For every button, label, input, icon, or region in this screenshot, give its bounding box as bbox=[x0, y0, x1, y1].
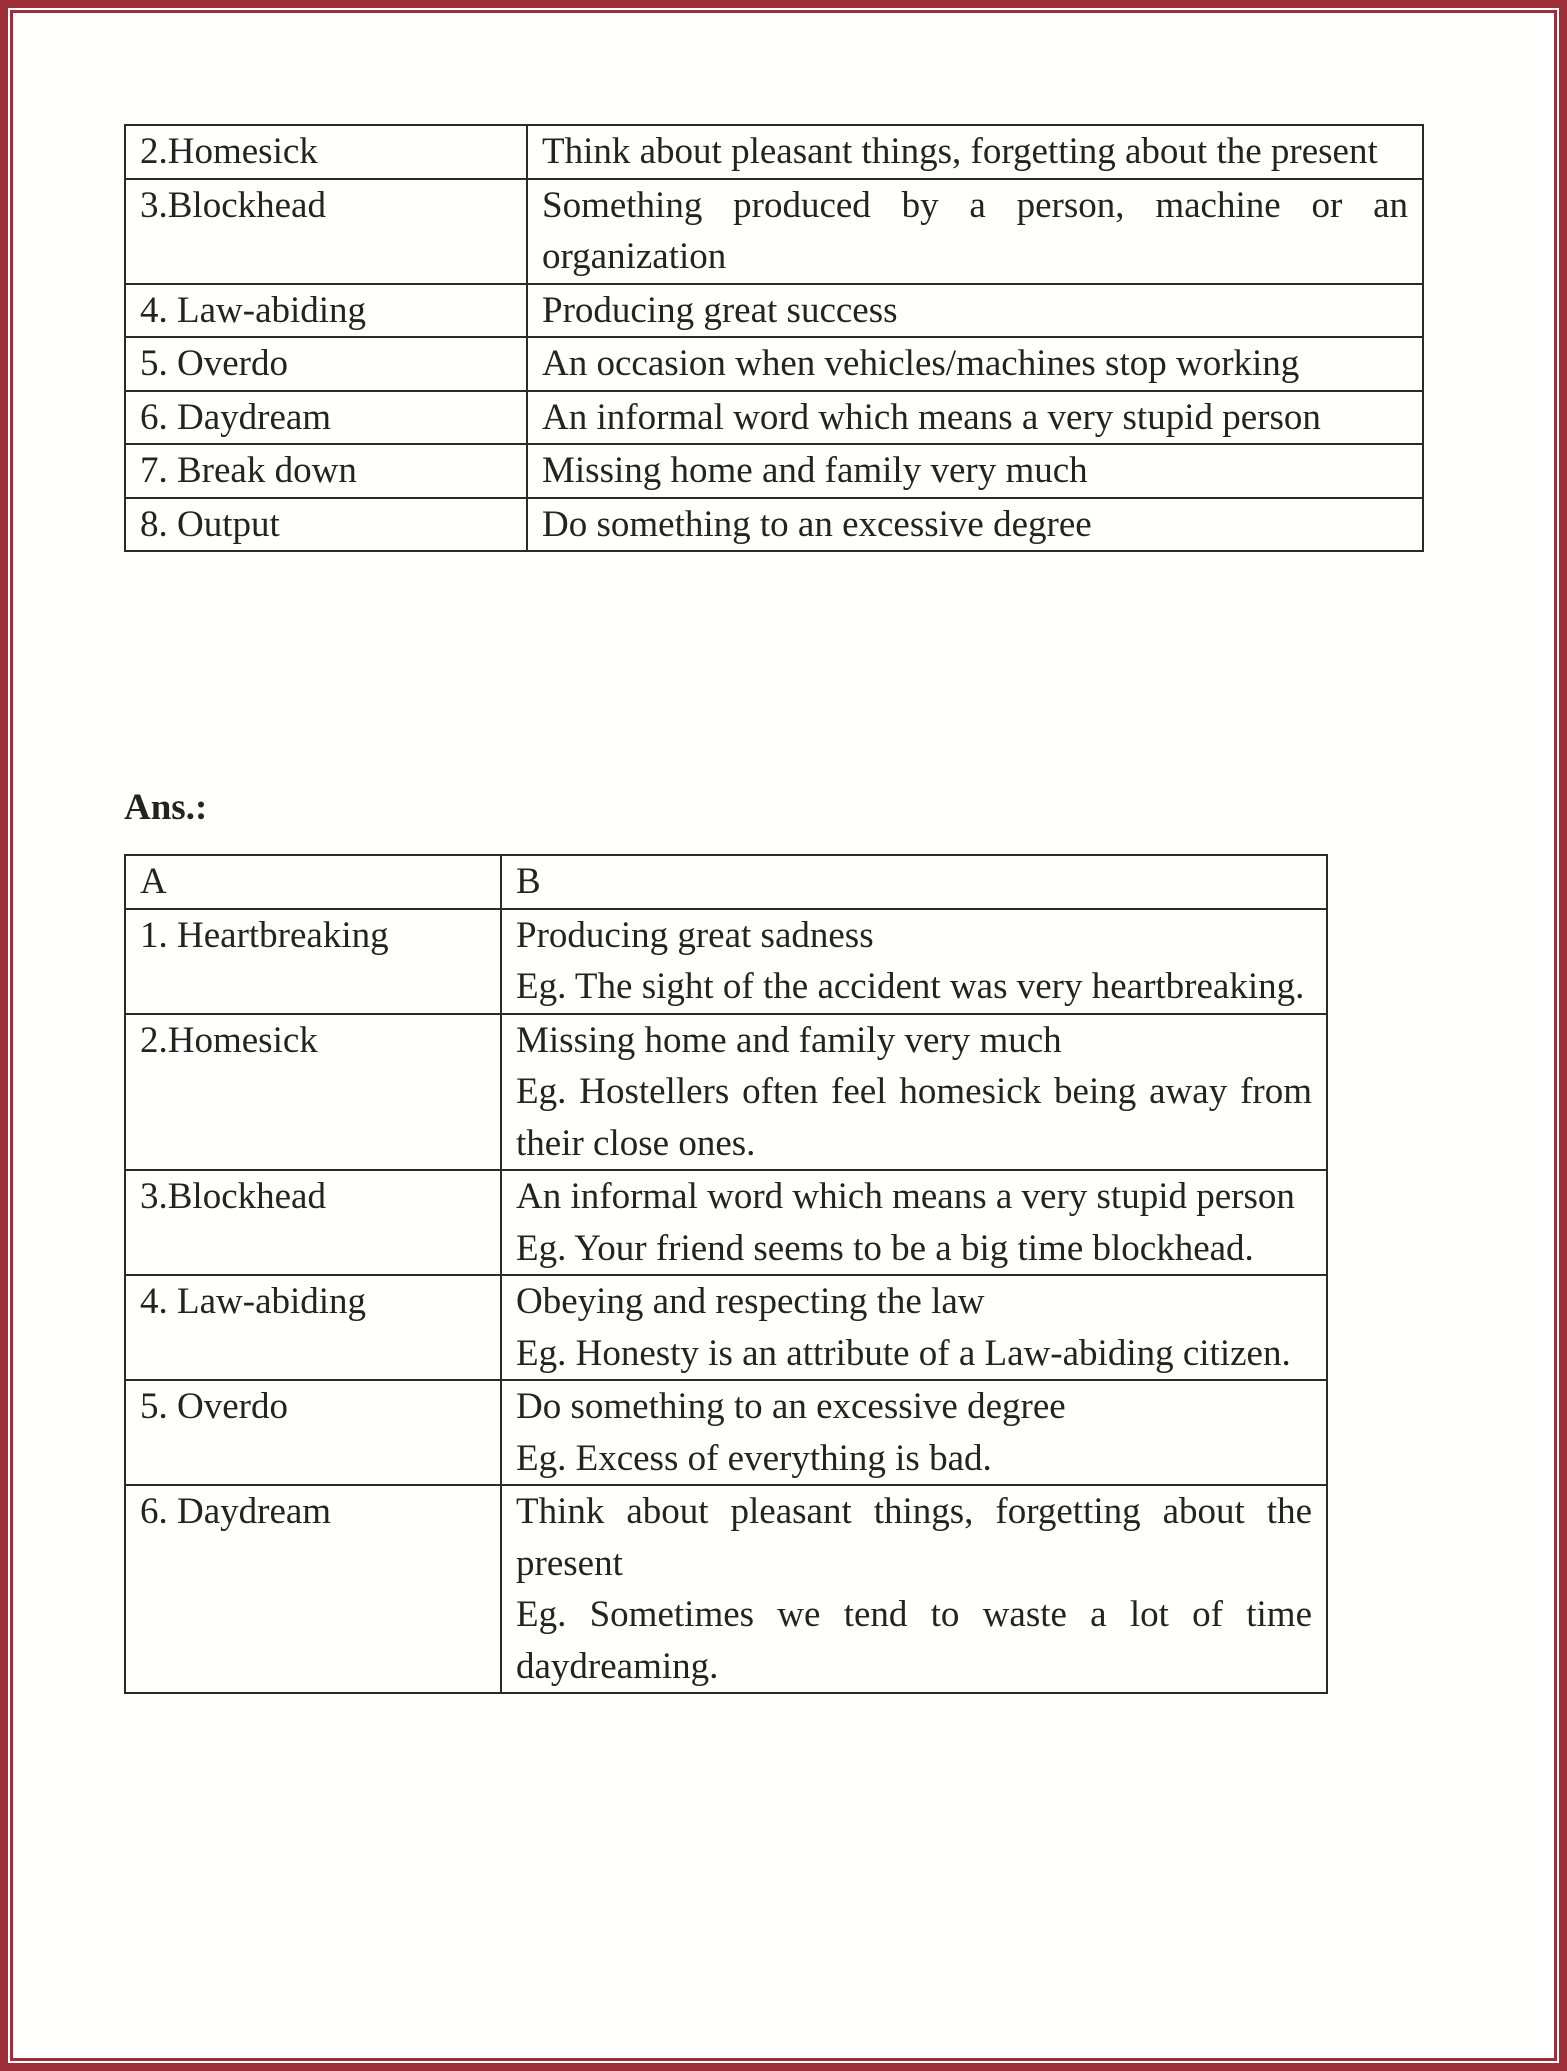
term-cell: 7. Break down bbox=[125, 444, 527, 498]
definition-cell bbox=[501, 1485, 1327, 1693]
example-text: Eg. The sight of the accident was very heartbreaking. bbox=[516, 966, 1305, 1007]
definition-cell: Producing great success bbox=[527, 284, 1423, 338]
table-header-row bbox=[125, 855, 1327, 909]
answer-label: Ans.: bbox=[124, 787, 208, 828]
table-row bbox=[125, 284, 1423, 338]
table-row bbox=[125, 1275, 1327, 1380]
table-row bbox=[125, 909, 1327, 1014]
meaning-text: Missing home and family very much bbox=[516, 1019, 1062, 1061]
meaning-text: An informal word which means a very stupid person bbox=[516, 1176, 1295, 1217]
term-cell: 4. Law-abiding bbox=[125, 284, 527, 338]
example-text: Eg. Sometimes we tend to waste a lot of time daydreaming. bbox=[516, 1594, 1312, 1687]
table-row bbox=[125, 498, 1423, 552]
meaning-text: Producing great sadness bbox=[516, 914, 874, 956]
table-row bbox=[125, 444, 1423, 498]
definition-cell: Something produced by a person, machine or an organization bbox=[527, 179, 1423, 284]
table-row bbox=[125, 391, 1423, 445]
definition-cell bbox=[501, 1170, 1327, 1275]
meaning-text: Think about pleasant things, forgetting about the present bbox=[516, 1491, 1312, 1584]
table-row bbox=[125, 337, 1423, 391]
meaning-text: Do something to an excessive degree bbox=[516, 1386, 1066, 1427]
definition-cell bbox=[501, 909, 1327, 1014]
meaning-text: Obeying and respecting the law bbox=[516, 1281, 985, 1322]
term-cell: 5. Overdo bbox=[125, 1380, 501, 1485]
definition-cell bbox=[501, 1380, 1327, 1485]
term-cell: 8. Output bbox=[125, 498, 527, 552]
term-cell: 1. Heartbreaking bbox=[125, 909, 501, 1014]
definition-cell bbox=[501, 1014, 1327, 1171]
question-table bbox=[124, 124, 1424, 552]
table-row bbox=[125, 1170, 1327, 1275]
table-row bbox=[125, 1014, 1327, 1171]
table-row bbox=[125, 1485, 1327, 1693]
example-text: Eg. Your friend seems to be a big time blockhead. bbox=[516, 1227, 1254, 1269]
term-cell: 6. Daydream bbox=[125, 391, 527, 445]
definition-cell: An occasion when vehicles/machines stop working bbox=[527, 337, 1423, 391]
table-row bbox=[125, 125, 1423, 179]
column-header-b: B bbox=[501, 855, 1327, 909]
example-text: Eg. Hostellers often feel homesick being away from their close ones. bbox=[516, 1071, 1312, 1164]
definition-cell: Do something to an excessive degree bbox=[527, 498, 1423, 552]
table-row bbox=[125, 1380, 1327, 1485]
table-row bbox=[125, 179, 1423, 284]
term-cell: 4. Law-abiding bbox=[125, 1275, 501, 1380]
answer-table bbox=[124, 854, 1328, 1694]
definition-cell: Think about pleasant things, forgetting about the present bbox=[527, 125, 1423, 179]
example-text: Eg. Honesty is an attribute of a Law-abiding citizen. bbox=[516, 1332, 1291, 1374]
definition-cell: Missing home and family very much bbox=[527, 444, 1423, 498]
column-header-a: A bbox=[125, 855, 501, 909]
definition-cell bbox=[501, 1275, 1327, 1380]
term-cell: 2.Homesick bbox=[125, 125, 527, 179]
term-cell: 5. Overdo bbox=[125, 337, 527, 391]
term-cell: 3.Blockhead bbox=[125, 1170, 501, 1275]
definition-cell: An informal word which means a very stupid person bbox=[527, 391, 1423, 445]
example-text: Eg. Excess of everything is bad. bbox=[516, 1437, 992, 1479]
term-cell: 6. Daydream bbox=[125, 1485, 501, 1693]
term-cell: 2.Homesick bbox=[125, 1014, 501, 1171]
term-cell: 3.Blockhead bbox=[125, 179, 527, 284]
